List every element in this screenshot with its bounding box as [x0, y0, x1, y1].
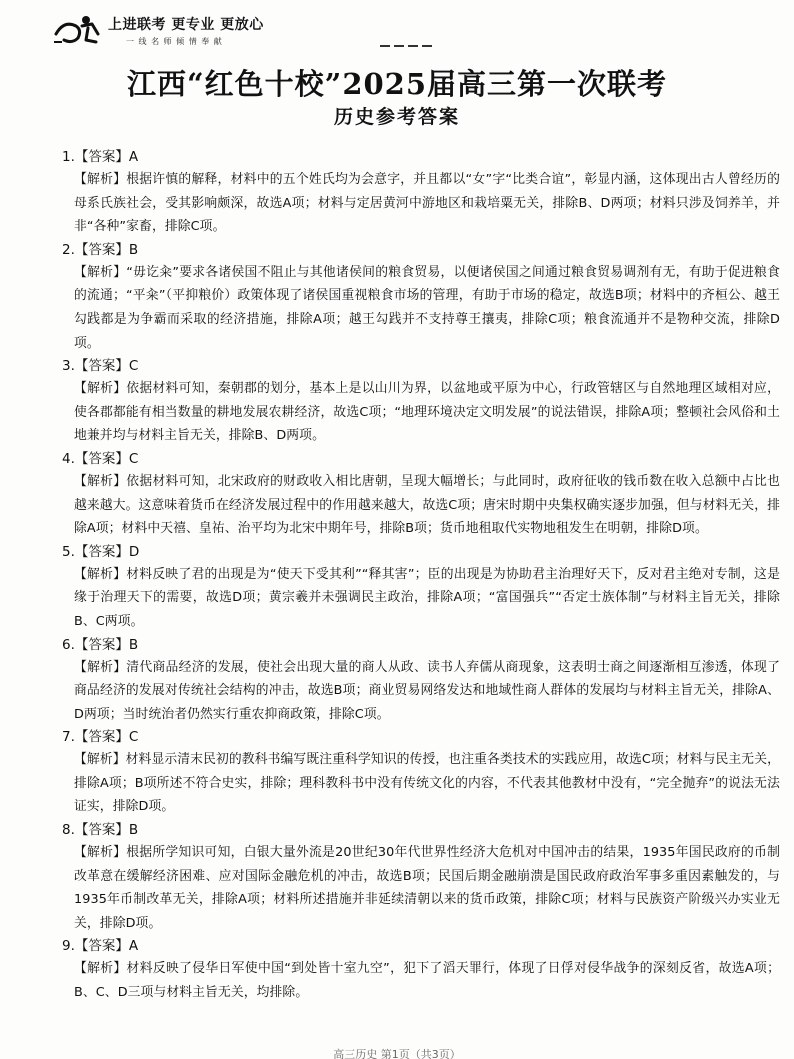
- question-item: [40, 355, 780, 448]
- question-analysis: 【解析】“毋讫籴”要求各诸侯国不阻止与其他诸侯间的粮食贸易，以便诸侯国之间通过粮食贸易调剂有无，有助于促进粮食的流通；“平籴”（平抑粮价）政策体现了诸侯国重视粮食市场的管理，有助于市场的稳定，故选B项；材料中的齐桓公、越王勾践都是为争霸而采取的经济措施，排除A项；越王勾践并不支持尊王攘夷，排除C项；粮食流通并不是物种交流，排除D项。: [74, 264, 780, 351]
- question-answer: 8.【答案】B: [62, 822, 139, 839]
- question-analysis: 【解析】材料反映了侵华日军使中国“到处皆十室九空”，犯下了滔天罪行，体现了日俘对侵华战争的深刻反省，故选A项；B、C、D三项与材料主旨无关，均排除。: [74, 961, 780, 1001]
- question-item: [40, 448, 780, 541]
- document-title: 江西“红色十校”2025届高三第一次联考: [126, 67, 668, 101]
- header-sub-slogan: 一 线 名 师 倾 情 奉 献: [126, 37, 223, 46]
- question-item: [40, 819, 780, 935]
- question-analysis: 【解析】材料显示清末民初的教科书编写既注重科学知识的传授，也注重各类技术的实践应用，故选C项；材料与民主无关，排除A项；B项所述不符合史实，排除；理科教科书中没有传统文化的内容，不代表其他教材中没有，“完全抛弃”的说法无法证实，排除D项。: [74, 752, 780, 815]
- question-analysis: 【解析】依据材料可知，秦朝郡的划分，基本上是以山川为界，以盆地或平原为中心，行政管辖区与自然地理区域相对应，使各郡都能有相当数量的耕地发展农耕经济，故选C项；“地理环境决定文明发展”的说法错误，排除A项；整顿社会风俗和土地兼并均与材料主旨无关，排除B、D两项。: [74, 381, 780, 444]
- question-answer: 9.【答案】A: [62, 938, 139, 955]
- document-subtitle: 历史参考答案: [333, 106, 460, 128]
- question-item: [40, 541, 780, 634]
- question-item: [40, 935, 780, 1004]
- runner-logo-icon: [52, 12, 106, 46]
- question-item: [40, 634, 780, 727]
- question-analysis: 【解析】根据所学知识可知，白银大量外流是20世纪30年代世界性经济大危机对中国冲击的结果，1935年国民政府的币制改革意在缓解经济困难、应对国际金融危机的冲击，故选B项；民国后期金融崩溃是国民政府政治军事多重因素触发的，与1935年币制改革无关，排除A项；材料所述措施并非延续清朝以来的货币政策，排除C项；材料与民族资产阶级兴办实业无关，排除D项。: [74, 845, 780, 931]
- question-analysis: 【解析】清代商品经济的发展，使社会出现大量的商人从政、读书人弃儒从商现象，这表明士商之间逐渐相互渗透，体现了商品经济的发展对传统社会结构的冲击，故选B项；商业贸易网络发达和地域性商人群体的发展均与材料主旨无关，排除A、D两项；当时统治者仍然实行重农抑商政策，排除C项。: [74, 659, 780, 722]
- question-analysis: 【解析】依据材料可知，北宋政府的财政收入相比唐朝，呈现大幅增长；与此同时，政府征收的钱币数在收入总额中占比也越来越大。这意味着货币在经济发展过程中的作用越来越大，故选C项；唐宋时期中央集权确实逐步加强，但与材料无关，排除A项；材料中天禧、皇祐、治平均为北宋中期年号，排除B项；货币地租取代实物地租发生在明朝，排除D项。: [74, 473, 780, 537]
- question-item: [40, 726, 780, 819]
- question-answer: 6.【答案】B: [62, 636, 139, 653]
- question-answer: 1.【答案】A: [62, 149, 139, 165]
- question-answer: 5.【答案】D: [62, 543, 140, 560]
- question-answer: 2.【答案】B: [62, 241, 139, 258]
- question-answer: 3.【答案】C: [62, 358, 139, 375]
- answer-list: [40, 146, 780, 1005]
- header-logo: [52, 8, 272, 54]
- header-dash-mark: [380, 44, 440, 48]
- question-answer: 7.【答案】C: [62, 729, 139, 746]
- question-analysis: 【解析】材料反映了君的出现是为“使天下受其利”“释其害”；臣的出现是为协助君主治理好天下，反对君主绝对专制，这是缘于治理天下的需要，故选D项；黄宗羲并未强调民主政治，排除A项；“富国强兵”“否定士族体制”与材料主旨无关，排除B、C两项。: [74, 566, 780, 629]
- question-answer: 4.【答案】C: [62, 450, 139, 467]
- question-analysis: 【解析】根据许慎的解释，材料中的五个姓氏均为会意字，并且都以“女”字“比类合谊”，彰显内涵，这体现出古人曾经历的母系氏族社会，受其影响颇深，故选A项；材料与定居黄河中游地区和栽培粟无关，排除B、D两项；材料只涉及饲养羊，并非“各种”家畜，排除C项。: [74, 172, 780, 235]
- question-item: [40, 239, 780, 355]
- page-footer: 高三历史 第1页（共3页）: [333, 1048, 461, 1059]
- question-item: [40, 146, 780, 239]
- header-slogan: 上进联考 更专业 更放心: [108, 17, 264, 33]
